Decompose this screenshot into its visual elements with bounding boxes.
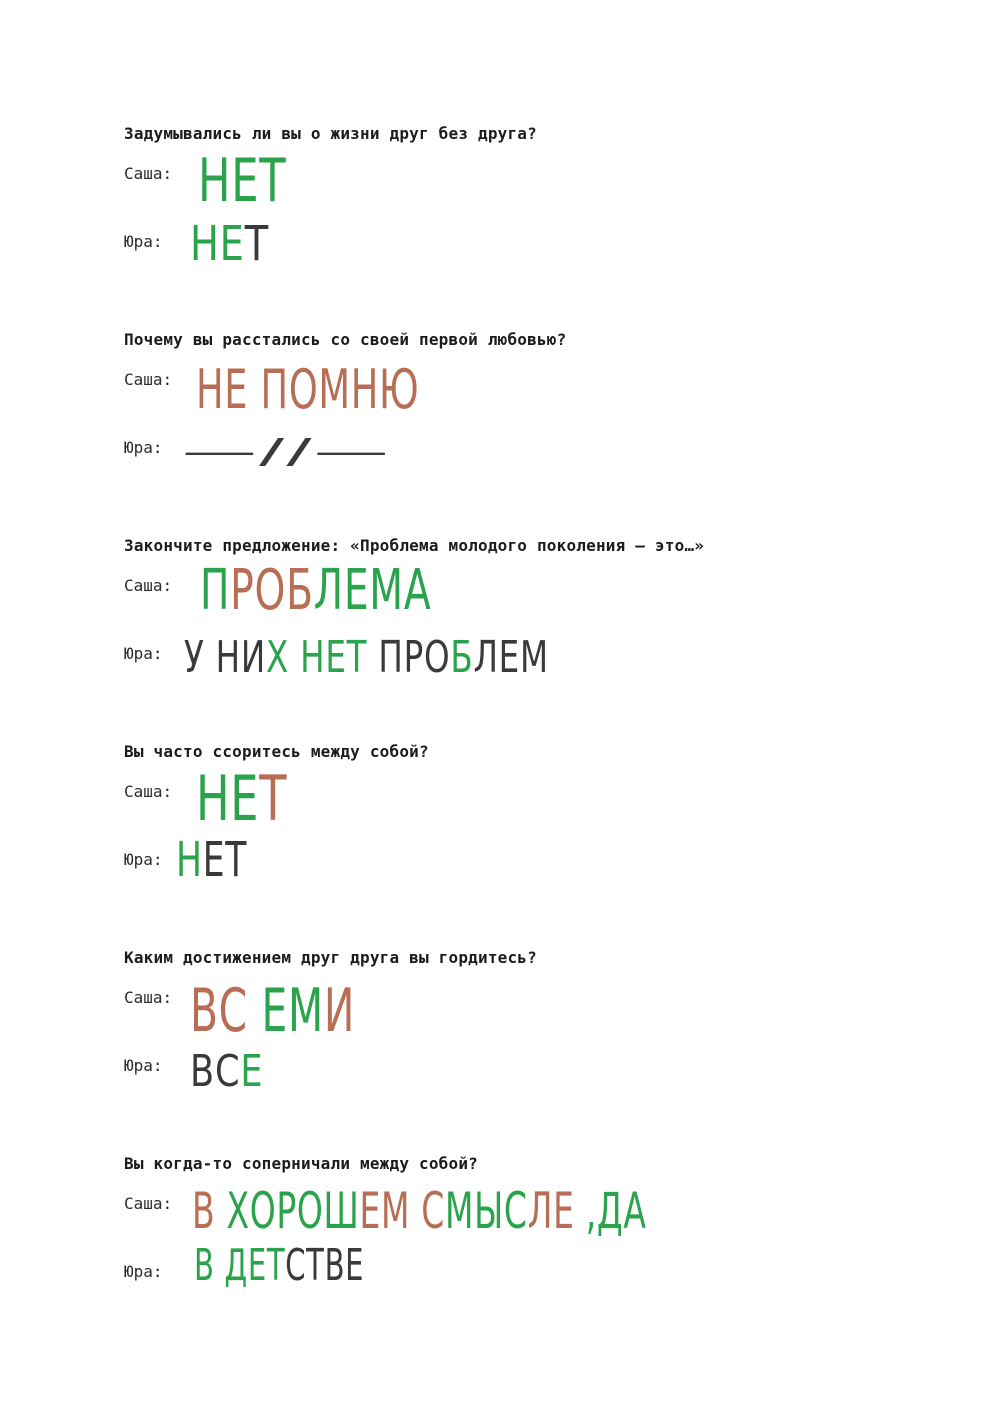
answer-segment: ЛЕ bbox=[527, 1182, 586, 1240]
question-5: Каким достижением друг друга вы гордитесь? bbox=[124, 948, 537, 967]
answer-segment: ЕМ bbox=[261, 976, 324, 1046]
answer-yura-2-dash: —//— bbox=[182, 432, 391, 472]
answer-segment: ЛЕМА bbox=[313, 558, 432, 623]
qa-block-3 bbox=[124, 536, 964, 726]
answer-segment: Т bbox=[244, 216, 269, 272]
answer-segment: СТВЕ bbox=[285, 1240, 365, 1291]
answer-segment: Н bbox=[176, 832, 203, 888]
answer-yura-6 bbox=[194, 1240, 364, 1291]
label-sasha: Саша: bbox=[124, 370, 173, 389]
label-sasha: Саша: bbox=[124, 164, 173, 183]
answer-segment: С bbox=[421, 1182, 446, 1240]
answer-segment: ЛЕМ bbox=[473, 632, 549, 683]
answer-segment: НЕ ПОМНЮ bbox=[196, 358, 420, 421]
answer-sasha-3 bbox=[200, 558, 431, 623]
answer-segment: П bbox=[200, 558, 231, 623]
label-yura: Юра: bbox=[124, 850, 163, 869]
answer-segment: Б bbox=[450, 632, 474, 683]
qa-block-6 bbox=[124, 1154, 964, 1344]
answer-segment: В bbox=[192, 1182, 227, 1240]
label-sasha: Саша: bbox=[124, 1194, 173, 1213]
label-yura: Юра: bbox=[124, 438, 163, 457]
question-6: Вы когда-то соперничали между собой? bbox=[124, 1154, 478, 1173]
question-1: Задумывались ли вы о жизни друг без друга? bbox=[124, 124, 537, 143]
answer-segment: ,ДА bbox=[585, 1182, 647, 1240]
qa-block-2 bbox=[124, 330, 964, 520]
label-yura: Юра: bbox=[124, 1056, 163, 1075]
answer-sasha-5 bbox=[190, 976, 355, 1046]
answer-segment: РОБ bbox=[230, 558, 314, 623]
answer-segment: У НИ bbox=[184, 632, 267, 683]
answer-segment: В ДЕТ bbox=[194, 1240, 286, 1291]
answer-segment: ХОРОШ bbox=[226, 1182, 360, 1240]
answer-segment: И bbox=[323, 976, 356, 1046]
answer-sasha-1 bbox=[198, 146, 286, 216]
answer-segment: ВС bbox=[190, 976, 262, 1046]
qa-block-5 bbox=[124, 948, 964, 1138]
answer-yura-3 bbox=[184, 632, 549, 683]
answer-segment: Х НЕТ bbox=[266, 632, 379, 683]
qa-block-1 bbox=[124, 124, 964, 314]
answer-sasha-2 bbox=[196, 358, 419, 421]
answer-yura-5 bbox=[190, 1046, 263, 1097]
answer-sasha-4 bbox=[196, 762, 287, 835]
answer-segment: ПРО bbox=[378, 632, 451, 683]
label-yura: Юра: bbox=[124, 644, 163, 663]
label-yura: Юра: bbox=[124, 1262, 163, 1281]
label-sasha: Саша: bbox=[124, 576, 173, 595]
answer-segment: НЕ bbox=[190, 216, 245, 272]
label-sasha: Саша: bbox=[124, 782, 173, 801]
answer-segment: ВС bbox=[190, 1046, 241, 1097]
answer-segment: МЫС bbox=[445, 1182, 528, 1240]
question-2: Почему вы расстались со своей первой любовью? bbox=[124, 330, 567, 349]
answer-segment: ЕМ bbox=[359, 1182, 422, 1240]
answer-segment: ЕТ bbox=[202, 832, 248, 888]
question-4: Вы часто ссоритесь между собой? bbox=[124, 742, 429, 761]
question-3: Закончите предложение: «Проблема молодого поколения – это…» bbox=[124, 536, 705, 555]
answer-segment: НЕТ bbox=[198, 146, 287, 216]
label-yura: Юра: bbox=[124, 232, 163, 251]
answer-yura-4 bbox=[176, 832, 247, 888]
answer-yura-1 bbox=[190, 216, 269, 272]
answer-segment: Т bbox=[259, 762, 288, 835]
answer-segment: НЕ bbox=[196, 762, 260, 835]
qa-block-4 bbox=[124, 742, 964, 932]
answer-segment: Е bbox=[240, 1046, 264, 1097]
answer-sasha-6 bbox=[192, 1182, 647, 1240]
label-sasha: Саша: bbox=[124, 988, 173, 1007]
